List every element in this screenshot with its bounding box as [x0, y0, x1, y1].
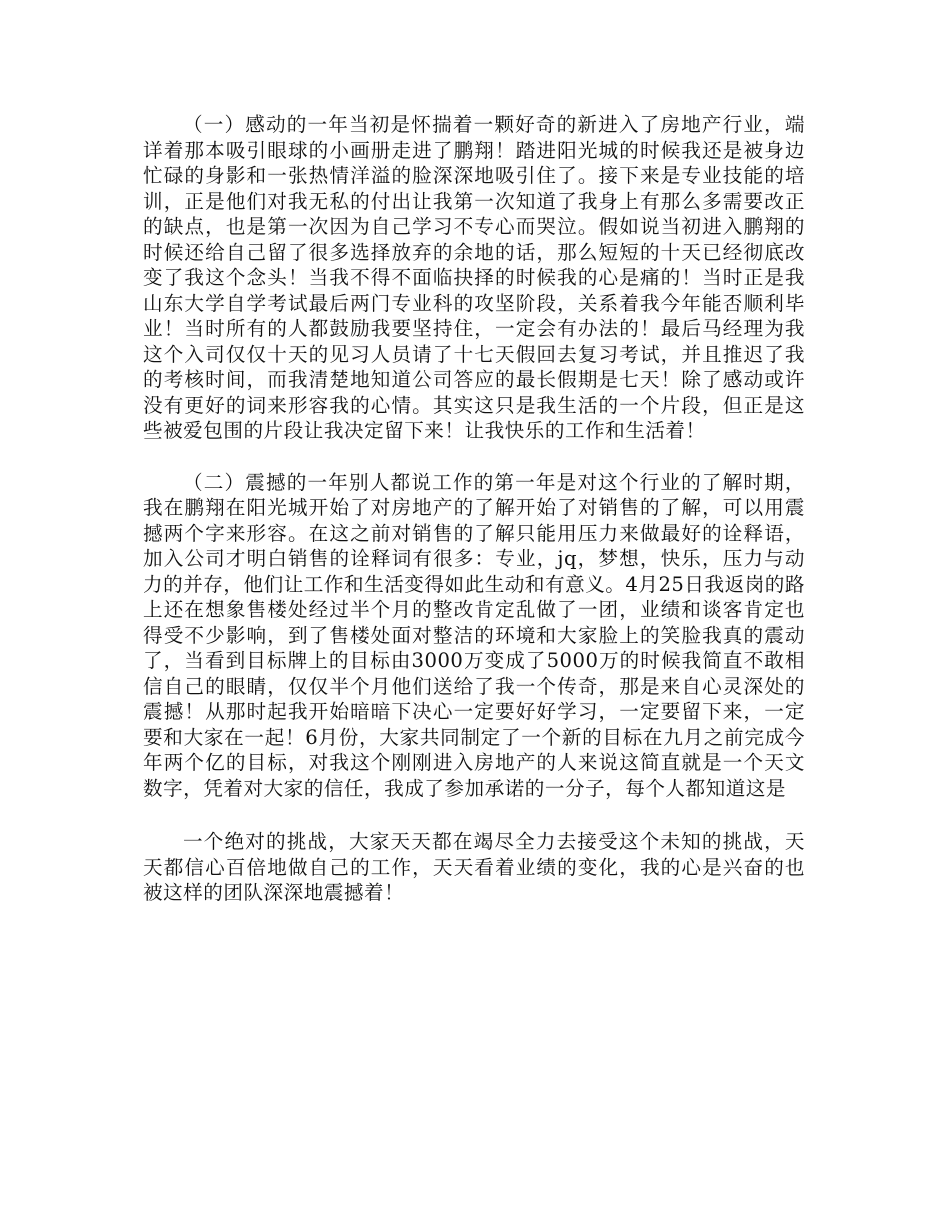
paragraph-gratitude: （一）感动的一年当初是怀揣着一颗好奇的新进入了房地产行业，端详着那本吸引眼球的小画册走进了鹏翔！踏进阳光城的时候我还是被身边忙碌的身影和一张热情洋溢的脸深深地吸引住了。接下来是专业技能的培训，正是他们对我无私的付出让我第一次知道了我身上有那么多需要改正的缺点，也是第一次因为自己学习不专心而哭泣。假如说当初进入鹏翔的时候还给自己留了很多选择放弃的余地的话，那么短短的十天已经彻底改变了我这个念头！当我不得不面临抉择的时候我的心是痛的！当时正是我山东大学自学考试最后两门专业科的攻坚阶段，关系着我今年能否顺利毕业！当时所有的人都鼓励我要坚持住，一定会有办法的！最后马经理为我这个入司仅仅十天的见习人员请了十七天假回去复习考试，并且推迟了我的考核时间，而我清楚地知道公司答应的最长假期是七天！除了感动或许没有更好的词来形容我的心情。其实这只是我生活的一个片段，但正是这些被爱包围的片段让我决定留下来！让我快乐的工作和生活着！ — [143, 113, 805, 442]
paragraph-shock: （二）震撼的一年别人都说工作的第一年是对这个行业的了解时期，我在鹏翔在阳光城开始了对房地产的了解开始了对销售的了解，可以用震撼两个字来形容。在这之前对销售的了解只能用压力来做最好的诠释语，加入公司才明白销售的诠释词有很多：专业，jq，梦想，快乐，压力与动力的并存，他们让工作和生活变得如此生动和有意义。4月25日我返岗的路上还在想象售楼处经过半个月的整改肯定乱做了一团，业绩和谈客肯定也得受不少影响，到了售楼处面对整洁的环境和大家脸上的笑脸我真的震动了，当看到目标牌上的目标由3000万变成了5000万的时候我简直不敢相信自己的眼睛，仅仅半个月他们送给了我一个传奇，那是来自心灵深处的震撼！从那时起我开始暗暗下决心一定要好好学习，一定要留下来，一定要和大家在一起！6月份，大家共同制定了一个新的目标在九月之前完成今年两个亿的目标，对我这个刚刚进入房地产的人来说这简直就是一个天文数字，凭着对大家的信任，我成了参加承诺的一分子，每个人都知道这是 — [143, 470, 805, 800]
paragraph-challenge: 一个绝对的挑战，大家天天都在竭尽全力去接受这个未知的挑战，天天都信心百倍地做自己的工作，天天看着业绩的变化，我的心是兴奋的也被这样的团队深深地震撼着！ — [143, 830, 805, 904]
document-body — [143, 112, 805, 906]
